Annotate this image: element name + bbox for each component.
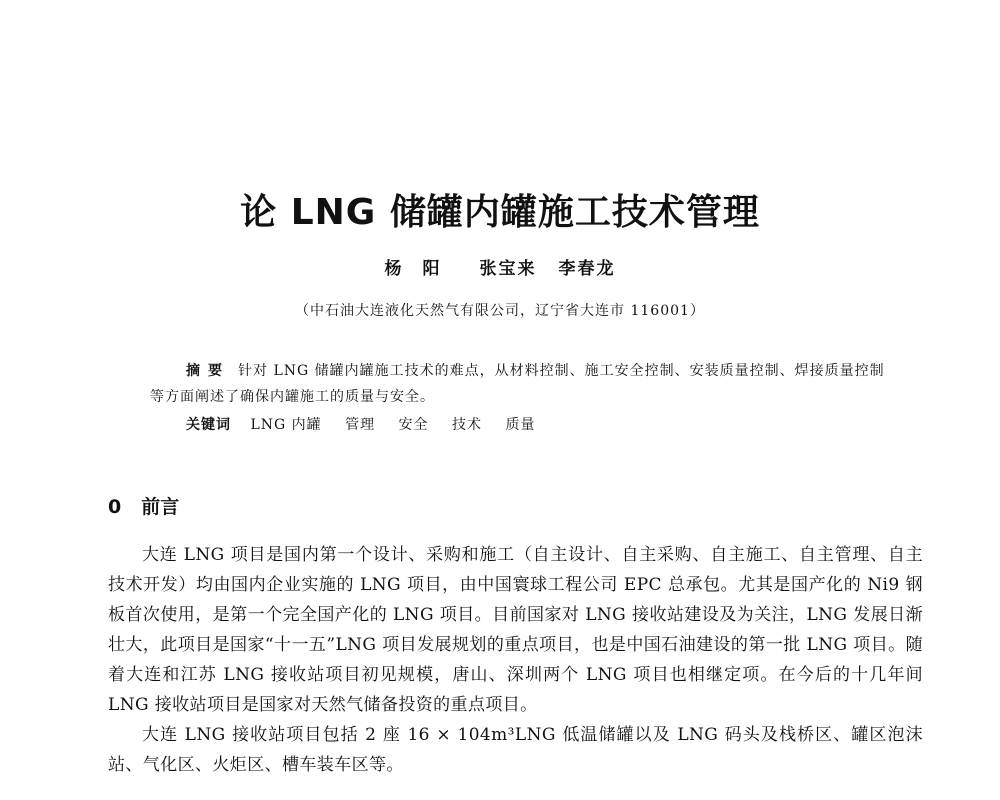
keywords-label: 关键词 [186, 417, 231, 433]
abstract-text: 针对 LNG 储罐内罐施工技术的难点，从材料控制、施工安全控制、安装质量控制、焊接质量控制等方面阐述了确保内罐施工的质量与安全。 [150, 363, 885, 405]
body-text [108, 540, 923, 780]
keyword: 管理 [345, 417, 376, 433]
keywords-block [186, 414, 553, 434]
abstract-block [150, 358, 890, 410]
paragraph: 大连 LNG 项目是国内第一个设计、采购和施工（自主设计、自主采购、自主施工、自主管理、自主技术开发）均由国内企业实施的 LNG 项目，由中国寰球工程公司 EPC 总承包。尤其是国产化的 Ni9 钢板首次使用，是第一个完全国产化的 LNG 项目。目前国家对 LNG 接收站建设及为关注，LNG 发展日渐壮大，此项目是国家“十一五”LNG 项目发展规划的重点项目，也是中国石油建设的第一批 LNG 项目。随着大连和江苏 LNG 接收站项目初见规模，唐山、深圳两个 LNG 项目也相继定项。在今后的十几年间 LNG 接收站项目是国家对天然气储备投资的重点项目。 [108, 545, 923, 715]
author-name: 张宝来 [479, 259, 537, 279]
section-number: 0 [108, 496, 122, 518]
section-heading [108, 492, 179, 519]
author-list [0, 254, 1000, 279]
paper-title: 论 LNG 储罐内罐施工技术管理 [240, 192, 760, 233]
author-affiliation: （中石油大连液化天然气有限公司，辽宁省大连市 116001） [295, 303, 705, 319]
keyword: 质量 [505, 417, 536, 433]
abstract-label: 摘要 [186, 363, 230, 379]
keyword: 技术 [452, 417, 482, 433]
keyword: LNG 内罐 [250, 417, 322, 433]
paragraph: 大连 LNG 接收站项目包括 2 座 16 × 104m³LNG 低温储罐以及 LNG 码头及栈桥区、罐区泡沫站、气化区、火炬区、槽车装车区等。 [108, 725, 923, 775]
keyword: 安全 [398, 417, 429, 433]
author-name: 李春龙 [558, 259, 616, 279]
section-title: 前言 [141, 496, 180, 518]
author-name: 杨 阳 [384, 259, 442, 279]
